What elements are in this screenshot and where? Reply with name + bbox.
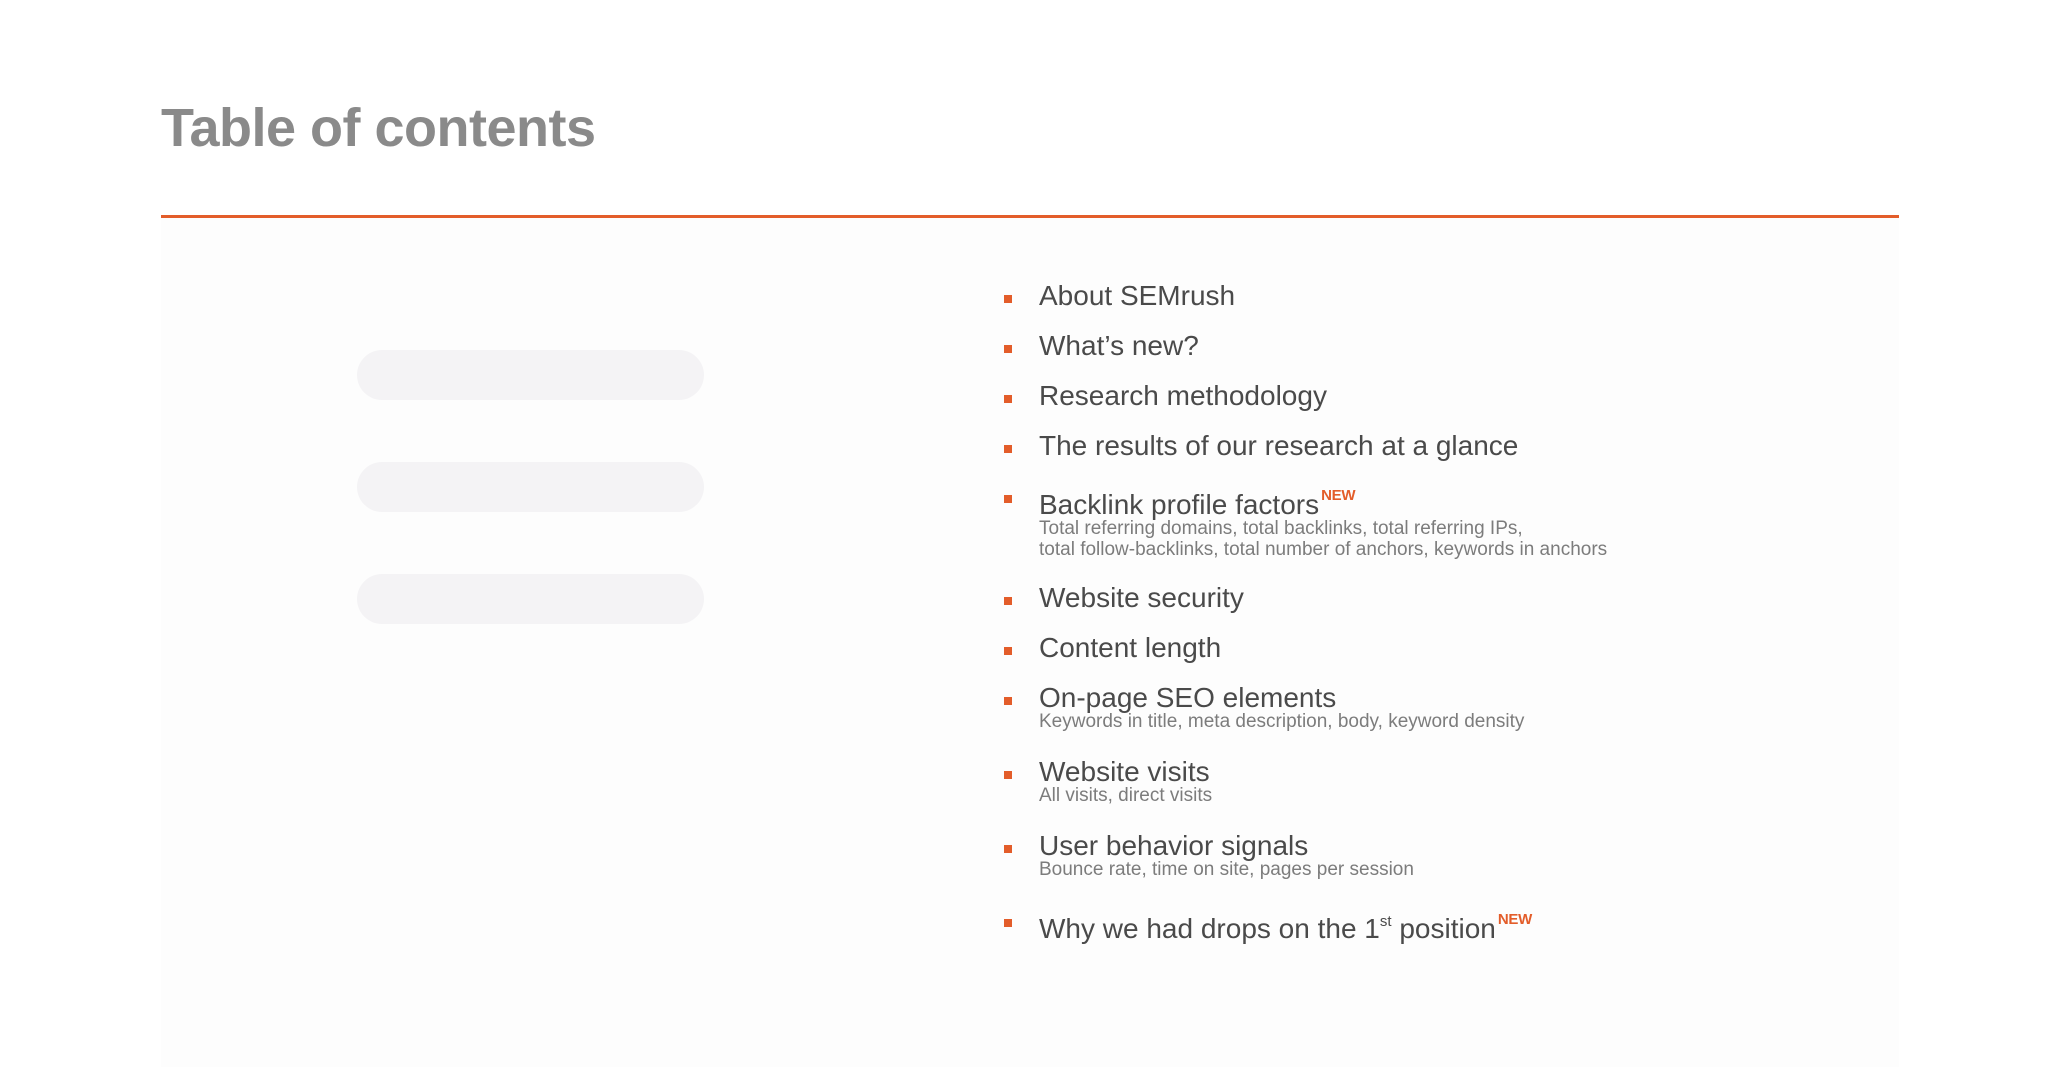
toc-list [1000, 278, 1880, 961]
toc-item-label-text: Why we had drops on the 1 [1039, 913, 1380, 944]
toc-item-content-length[interactable] [1000, 630, 1880, 665]
toc-item-label: The results of our research at a glance [1039, 430, 1519, 461]
placeholder-bar [357, 350, 704, 400]
toc-item-label: Website security [1039, 582, 1244, 613]
toc-item-whats-new[interactable] [1000, 328, 1880, 363]
ordinal-superscript: st [1379, 913, 1392, 930]
square-bullet-icon [1004, 395, 1012, 403]
toc-item-website-security[interactable] [1000, 580, 1880, 615]
toc-item-label: About SEMrush [1039, 280, 1236, 311]
square-bullet-icon [1004, 697, 1012, 705]
toc-item-label [1039, 902, 1880, 946]
new-badge: NEW [1321, 487, 1356, 504]
square-bullet-icon [1004, 597, 1012, 605]
toc-item-label: Research methodology [1039, 380, 1327, 411]
square-bullet-icon [1004, 495, 1012, 503]
square-bullet-icon [1004, 845, 1012, 853]
placeholder-bar [357, 574, 704, 624]
toc-item-label: User behavior signals [1039, 830, 1309, 861]
toc-item-user-behavior-signals[interactable] [1000, 828, 1880, 880]
toc-item-label [1039, 478, 1880, 522]
toc-item-results-at-a-glance[interactable] [1000, 428, 1880, 463]
toc-item-website-visits[interactable] [1000, 754, 1880, 806]
page-title: Table of contents [161, 98, 596, 158]
toc-item-backlink-profile-factors[interactable] [1000, 478, 1880, 560]
placeholder-bar [357, 462, 704, 512]
toc-item-label: Website visits [1039, 756, 1210, 787]
toc-item-label-text: Backlink profile factors [1039, 489, 1320, 520]
toc-item-label-text: position [1391, 913, 1496, 944]
toc-item-description: total follow-backlinks, total number of anchors, keywords in anchors [1039, 539, 1608, 560]
toc-item-research-methodology[interactable] [1000, 378, 1880, 413]
toc-item-description: All visits, direct visits [1039, 785, 1213, 806]
toc-item-label: On-page SEO elements [1039, 682, 1337, 713]
square-bullet-icon [1004, 771, 1012, 779]
toc-item-label: What’s new? [1039, 330, 1199, 361]
toc-item-about-semrush[interactable] [1000, 278, 1880, 313]
square-bullet-icon [1004, 345, 1012, 353]
toc-item-description: Keywords in title, meta description, body, keyword density [1039, 711, 1525, 732]
toc-item-label: Content length [1039, 632, 1222, 663]
square-bullet-icon [1004, 295, 1012, 303]
toc-item-on-page-seo-elements[interactable] [1000, 680, 1880, 732]
toc-item-description: Total referring domains, total backlinks, total referring IPs, [1039, 518, 1523, 539]
new-badge: NEW [1497, 911, 1532, 928]
square-bullet-icon [1004, 919, 1012, 927]
square-bullet-icon [1004, 445, 1012, 453]
toc-item-drops-on-first-position[interactable] [1000, 902, 1880, 946]
toc-item-description: Bounce rate, time on site, pages per session [1039, 859, 1414, 880]
square-bullet-icon [1004, 647, 1012, 655]
